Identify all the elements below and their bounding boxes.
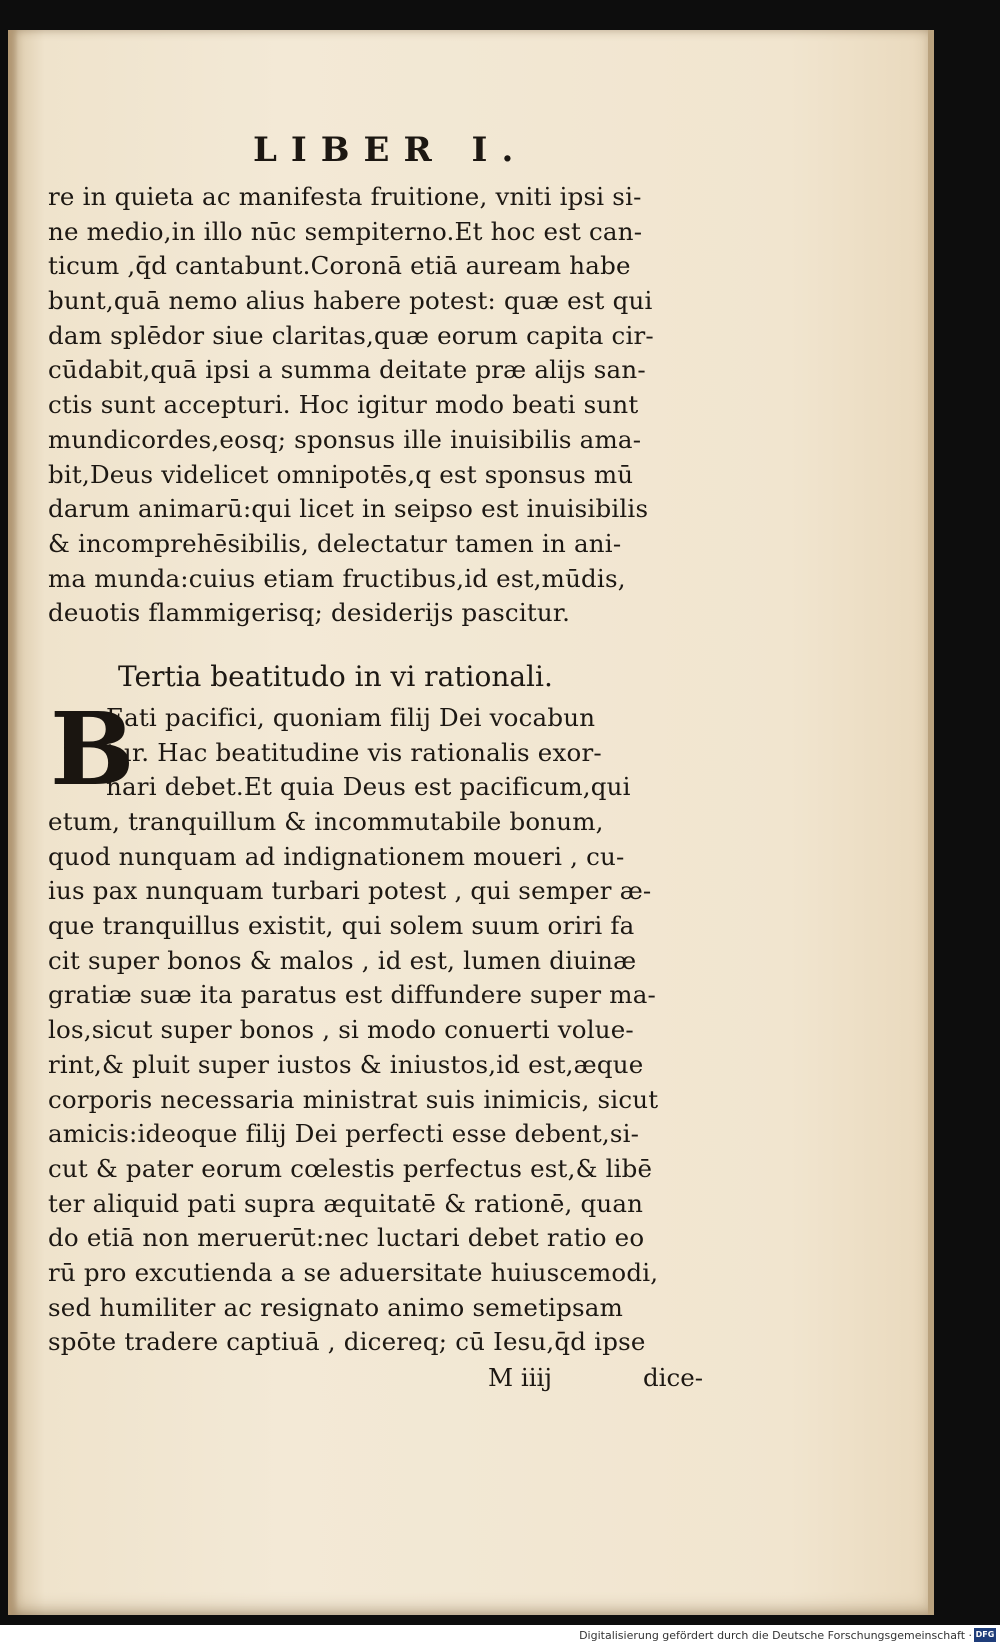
text-line: deuotis flammigerisq; desiderijs pascitur. bbox=[48, 598, 571, 628]
text-line: Eati pacifici, quoniam filij Dei vocabun bbox=[106, 702, 596, 732]
text-line: dam splēdor siue claritas,quæ eorum capita cir- bbox=[48, 320, 654, 350]
text-line: ctis sunt accepturi. Hoc igitur modo beati sunt bbox=[48, 390, 639, 420]
text-line: mundicordes,eosq; sponsus ille inuisibilis ama- bbox=[48, 424, 642, 454]
text-line: amicis:ideoque filij Dei perfecti esse debent,si- bbox=[48, 1119, 640, 1149]
text-line: nari debet.Et quia Deus est pacificum,qui bbox=[106, 772, 631, 802]
text-line: ma munda:cuius etiam fructibus,id est,mūdis, bbox=[48, 563, 626, 593]
text-line: sed humiliter ac resignato animo semetipsam bbox=[48, 1292, 624, 1322]
text-line: darum animarū:qui licet in seipso est inuisibilis bbox=[48, 494, 649, 524]
text-line: los,sicut super bonos , si modo conuerti volue- bbox=[48, 1015, 634, 1045]
catchword: dice- bbox=[643, 1363, 704, 1392]
paragraph-1 bbox=[48, 180, 738, 631]
footer-bar bbox=[0, 1625, 1000, 1649]
text-line: bunt,quā nemo alius habere potest: quæ est qui bbox=[48, 286, 653, 316]
text-line: quod nunquam ad indignationem moueri , cu- bbox=[48, 841, 625, 871]
text-line: cut & pater eorum cœlestis perfectus est,& libē bbox=[48, 1153, 653, 1183]
text-line: rū pro excutienda a se aduersitate huiuscemodi, bbox=[48, 1257, 659, 1287]
paragraph-2 bbox=[48, 689, 738, 1360]
text-line: re in quieta ac manifesta fruitione, vniti ipsi si- bbox=[48, 182, 642, 211]
text-line: cit super bonos & malos , id est, lumen diuinæ bbox=[48, 945, 637, 975]
text-line: bit,Deus videlicet omnipotēs,q est sponsus mū bbox=[48, 459, 634, 489]
text-line: rint,& pluit super iustos & iniustos,id est,æque bbox=[48, 1049, 644, 1079]
text-line: ticum ,q̄d cantabunt.Coronā etiā auream habe bbox=[48, 251, 631, 281]
signature-line bbox=[48, 1360, 738, 1396]
text-line: ius pax nunquam turbari potest , qui semper æ- bbox=[48, 876, 652, 906]
text-block bbox=[48, 180, 738, 1396]
text-line: do etiā non meruerūt:nec luctari debet ratio eo bbox=[48, 1223, 645, 1253]
text-line: que tranquillus existit, qui solem suum oriri fa bbox=[48, 911, 635, 941]
text-line: ne medio,in illo nūc sempiterno.Et hoc est can- bbox=[48, 216, 643, 246]
drop-cap: B bbox=[50, 689, 135, 808]
text-line: ter aliquid pati supra æquitatē & rationē, quan bbox=[48, 1188, 644, 1218]
funding-credit: Digitalisierung gefördert durch die Deutsche Forschungsgemeinschaft · bbox=[579, 1629, 972, 1642]
text-line: spōte tradere captiuā , dicereq; cū Iesu,q̄d ipse bbox=[48, 1327, 646, 1357]
page-gutter-shadow bbox=[8, 30, 18, 1615]
section-heading: Tertia beatitudo in vi rationali. bbox=[118, 659, 553, 693]
text-line: corporis necessaria ministrat suis inimicis, sicut bbox=[48, 1084, 659, 1114]
text-line: tur. Hac beatitudine vis rationalis exor- bbox=[106, 737, 602, 767]
text-line: cūdabit,quā ipsi a summa deitate præ alijs san- bbox=[48, 355, 646, 385]
book-page bbox=[8, 30, 934, 1615]
signature-mark: M iiij bbox=[488, 1363, 552, 1392]
running-head: LIBER I. bbox=[253, 130, 528, 170]
text-line: etum, tranquillum & incommutabile bonum, bbox=[48, 807, 604, 836]
dfg-logo-icon: DFG bbox=[974, 1628, 996, 1642]
text-line: & incomprehēsibilis, delectatur tamen in ani- bbox=[48, 528, 622, 558]
text-line: gratiæ suæ ita paratus est diffundere super ma- bbox=[48, 980, 656, 1010]
